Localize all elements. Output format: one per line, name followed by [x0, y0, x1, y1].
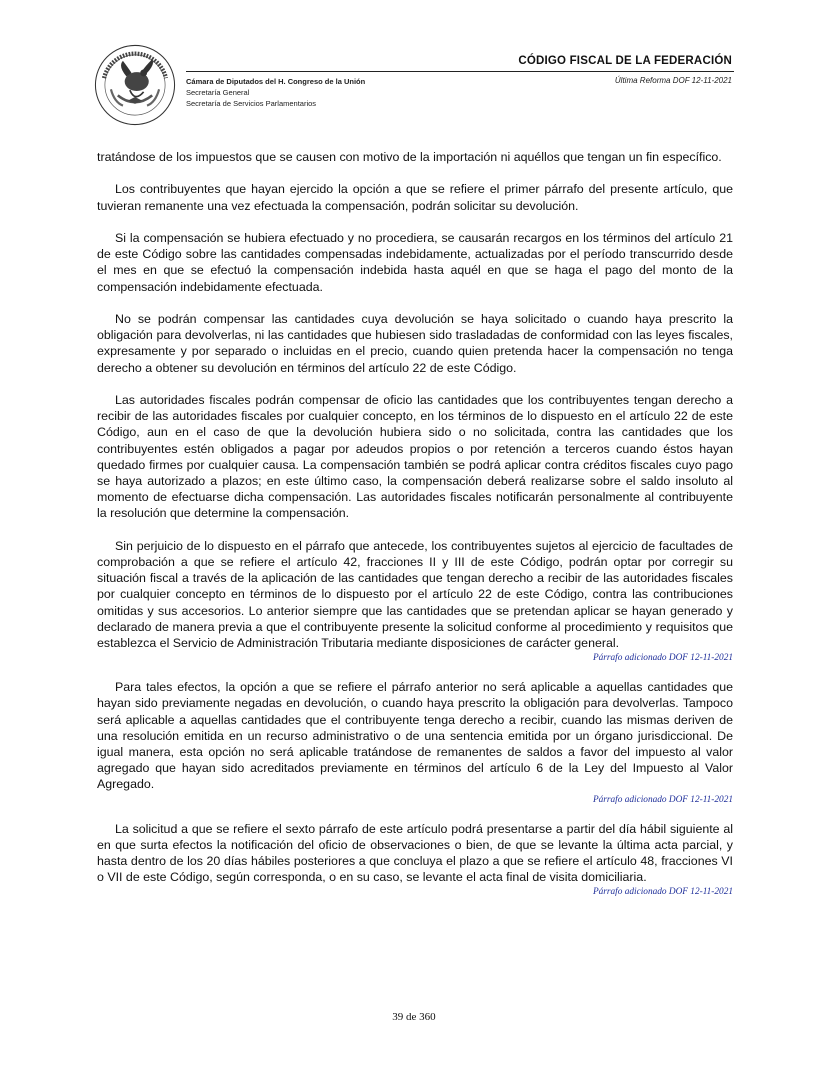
paragraph: tratándose de los impuestos que se causen con motivo de la importación ni aquéllos que tengan un fin específico.: [97, 150, 722, 164]
issuing-body: [186, 76, 365, 109]
page-number: 39 de 360: [392, 1011, 436, 1023]
last-reform-date: Última Reforma DOF 12-11-2021: [614, 76, 732, 85]
paragraph: Las autoridades fiscales podrán compensar de oficio las cantidades que los contribuyentes tengan derecho a recibir de las autoridades fiscales por cualquier concepto, en los términos de lo dispuesto en el artículo 22 de este Código, aun en el caso de que la devolución hubiera sido o no solicitada, contra las cantidades que los contribuyentes estén obligados a pagar por adeudos propios o por retención a terceros cuando éstos hayan quedado firmes por cualquier causa. La compensación también se podrá aplicar contra créditos fiscales cuyo pago se haya autorizado a plazos; en este último caso, la compensación deberá realizarse sobre el saldo insoluto al momento de efectuarse dicha compensación. Las autoridades fiscales notificarán personalmente al contribuyente la resolución que determine la compensación.: [97, 392, 733, 521]
paragraph: Para tales efectos, la opción a que se refiere el párrafo anterior no será aplicable a aquellas cantidades que hayan sido previamente negadas en devolución, o cuando haya prescrito la obligación para devolverlas. Tampoco será aplicable a aquellas cantidades que el contribuyente tenga derecho a recibir, cuando las mismas deriven de una resolución emitida en un recurso administrativo o de una sentencia emitida por un órgano jurisdiccional. De igual manera, esta opción no será aplicable tratándose de remanentes de saldos a favor del impuesto al valor agregado que hayan sido acreditados previamente en términos del artículo 6 de la Ley del Impuesto al Valor Agregado.: [97, 680, 733, 792]
paragraph: La solicitud a que se refiere el sexto párrafo de este artículo podrá presentarse a partir del día hábil siguiente al en que surta efectos la notificación del oficio de observaciones o bien, de que se levante la última acta parcial, y hasta dentro de los 20 días hábiles posteriores a que concluya el plazo a que se refiere el artículo 48, fracciones VI o VII de este Código, según corresponda, o en su caso, se levante el acta final de visita domiciliaria.: [97, 821, 733, 885]
reform-note: Párrafo adicionado DOF 12-11-2021: [592, 794, 733, 805]
paragraph: Los contribuyentes que hayan ejercido la opción a que se refiere el primer párrafo del presente artículo, que tuvieran remanente una vez efectuada la compensación, podrán solicitar su devolución.: [97, 182, 733, 213]
chamber-name: Cámara de Diputados del H. Congreso de la Unión: [186, 77, 366, 86]
estados-unidos-mexicanos-seal-icon: [92, 42, 178, 128]
reform-note: Párrafo adicionado DOF 12-11-2021: [592, 887, 733, 898]
secretaria-general: Secretaría General: [186, 88, 250, 97]
paragraph: No se podrán compensar las cantidades cuya devolución se haya solicitado o cuando haya prescrito la obligación para devolverlas, ni las cantidades que hubiesen sido trasladadas de conformidad con las leyes fiscales, expresamente y por separado o incluidas en el precio, cuando quien pretenda hacer la compensación no tenga derecho a obtener su devolución en términos del artículo 22 de este Código.: [97, 311, 733, 375]
document-title: CÓDIGO FISCAL DE LA FEDERACIÓN: [518, 55, 732, 67]
reform-note: Párrafo adicionado DOF 12-11-2021: [592, 653, 733, 664]
article-body: [97, 149, 733, 913]
header-divider: [186, 71, 734, 72]
paragraph: Si la compensación se hubiera efectuado y no procediera, se causarán recargos en los términos del artículo 21 de este Código sobre las cantidades compensadas indebidamente, actualizadas por el período transcurrido desde el mes en que se efectuó la compensación indebida hasta aquél en que se haga el pago del monto de la compensación indebidamente efectuada.: [97, 230, 733, 294]
secretaria-servicios: Secretaría de Servicios Parlamentarios: [186, 99, 317, 108]
paragraph: Sin perjuicio de lo dispuesto en el párrafo que antecede, los contribuyentes sujetos al ejercicio de facultades de comprobación a que se refiere el artículo 42, fracciones II y III de este Código, podrán optar por corregir su situación fiscal a través de la aplicación de las cantidades que tengan derecho a recibir de las autoridades fiscales por cualquier concepto en términos de lo dispuesto por el artículo 22 de este Código, contra las contribuciones omitidas y sus accesorios. Lo anterior siempre que las cantidades que se pretendan aplicar se hayan generado y declarado de manera previa a que el contribuyente presente la solicitud conforme al procedimiento y requisitos que establezca el Servicio de Administración Tributaria mediante disposiciones de carácter general.: [97, 538, 733, 651]
